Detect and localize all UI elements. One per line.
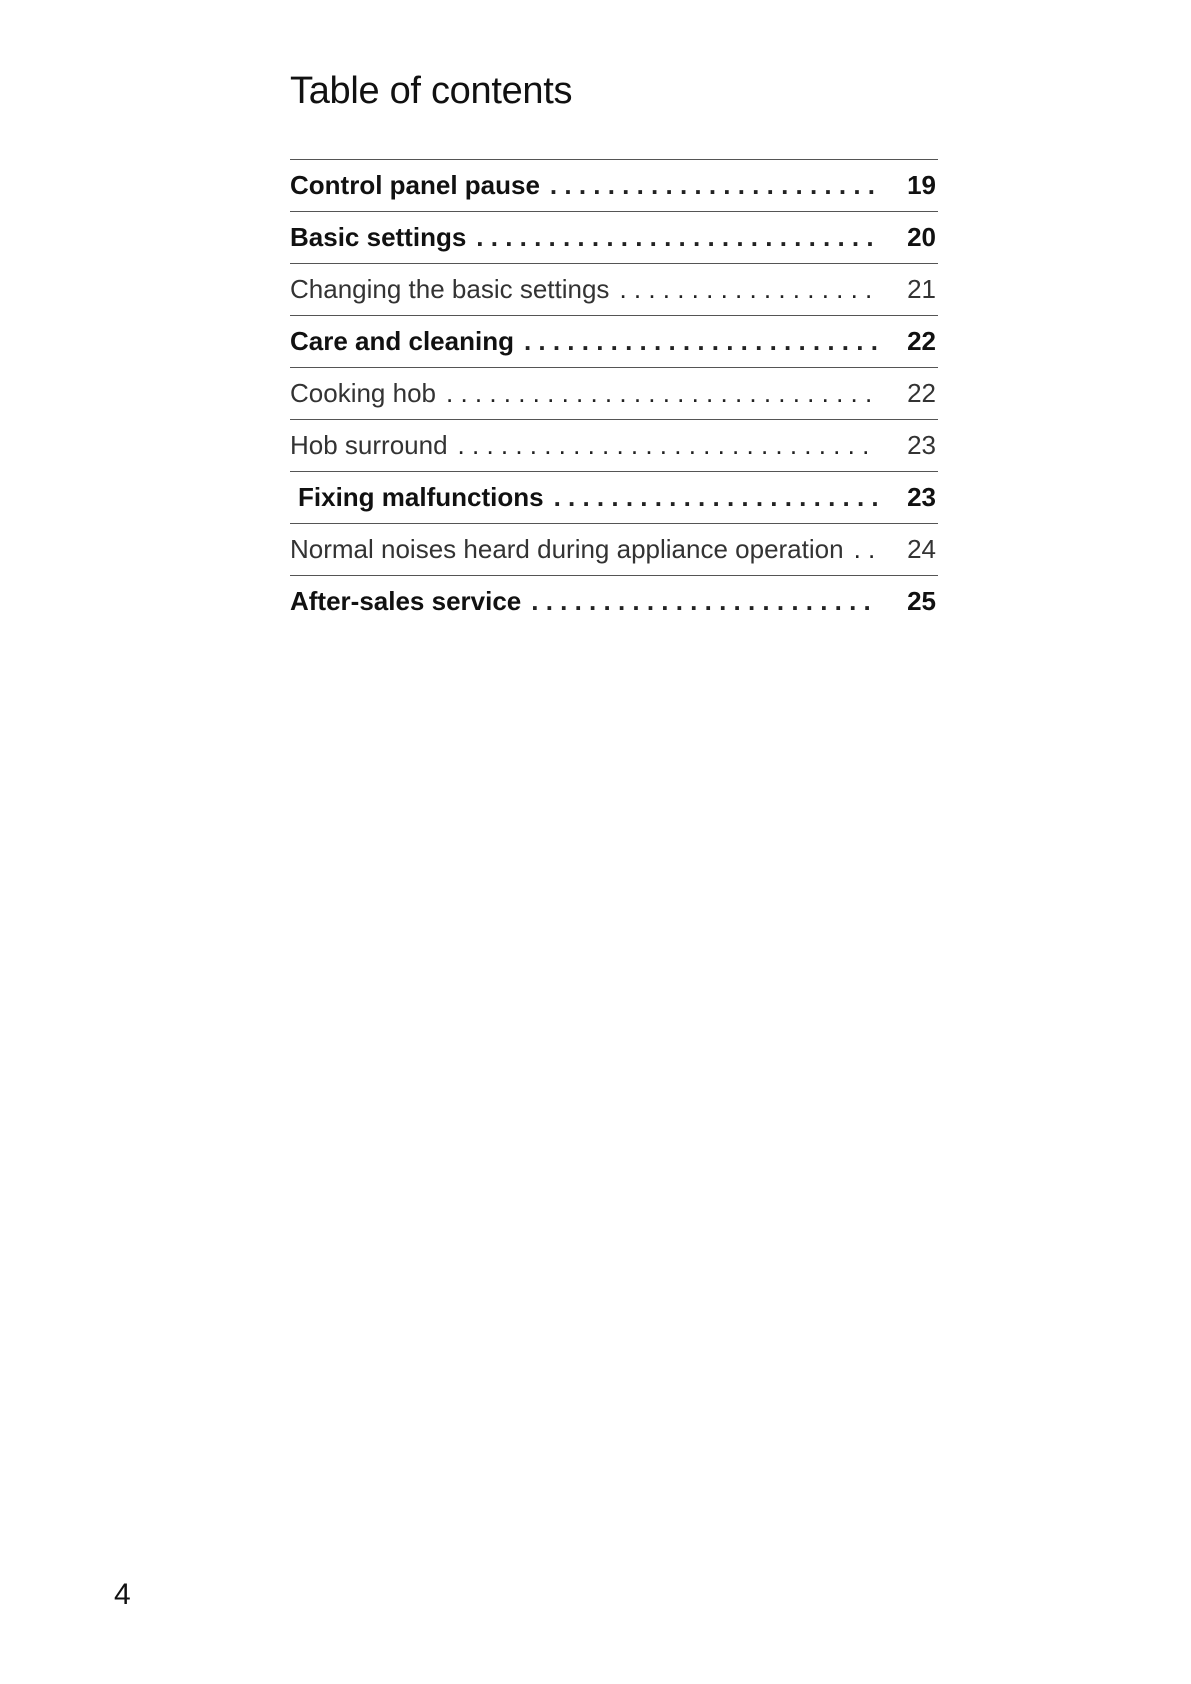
toc-entry-page: 20: [907, 222, 936, 252]
toc-entry-label: Basic settings: [290, 222, 467, 252]
toc-entry-label: Control panel pause: [290, 170, 540, 200]
dot-leader: [619, 264, 878, 315]
toc-entry-page: 22: [907, 378, 936, 408]
toc-entry-page: 22: [907, 326, 936, 356]
toc-entry-fixing-malfunctions[interactable]: [290, 472, 938, 524]
table-of-contents: [290, 159, 938, 627]
toc-entry-label: Changing the basic settings: [290, 274, 610, 304]
toc-entry-control-panel-pause[interactable]: [290, 160, 938, 212]
toc-entry-label: Care and cleaning: [290, 326, 514, 356]
dot-leader: [854, 524, 878, 575]
toc-entry-basic-settings[interactable]: [290, 212, 938, 264]
toc-entry-page: 19: [907, 170, 936, 200]
toc-entry-changing-basic-settings[interactable]: [290, 264, 938, 316]
dot-leader: [524, 316, 878, 367]
toc-entry-page: 23: [907, 482, 936, 512]
dot-leader: [446, 368, 878, 419]
toc-entry-care-and-cleaning[interactable]: [290, 316, 938, 368]
toc-entry-page: 24: [907, 534, 936, 564]
dot-leader: [458, 420, 878, 471]
toc-entry-cooking-hob[interactable]: [290, 368, 938, 420]
toc-entry-page: 25: [907, 586, 936, 616]
toc-entry-label: Fixing malfunctions: [298, 482, 544, 512]
toc-entry-after-sales-service[interactable]: [290, 576, 938, 627]
dot-leader: [550, 160, 878, 211]
toc-entry-label: Normal noises heard during appliance operation: [290, 534, 844, 564]
toc-entry-page: 21: [907, 274, 936, 304]
toc-entry-normal-noises[interactable]: [290, 524, 938, 576]
toc-entry-hob-surround[interactable]: [290, 420, 938, 472]
toc-entry-page: 23: [907, 430, 936, 460]
dot-leader: [554, 472, 878, 523]
page-title: Table of contents: [290, 70, 573, 112]
toc-entry-label: After-sales service: [290, 586, 522, 616]
toc-entry-label: Hob surround: [290, 430, 448, 460]
page-number: 4: [114, 1578, 131, 1611]
dot-leader: [476, 212, 878, 263]
toc-entry-label: Cooking hob: [290, 378, 436, 408]
dot-leader: [531, 576, 878, 627]
